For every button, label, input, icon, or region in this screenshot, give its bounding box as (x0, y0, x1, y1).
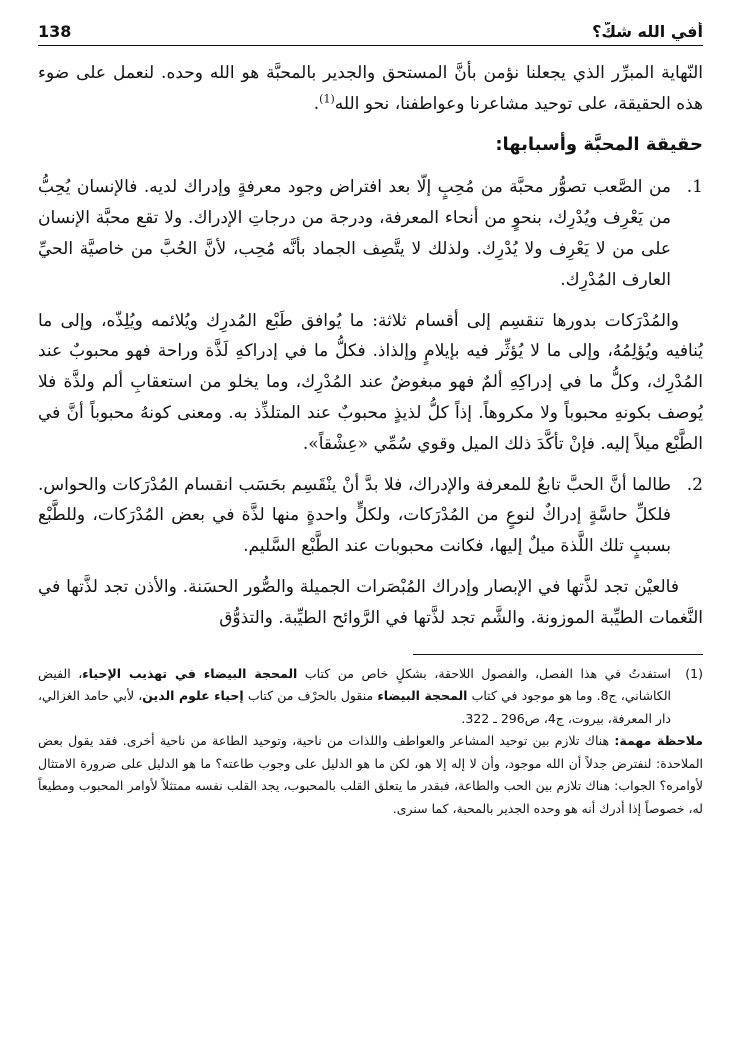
footnote-1 (38, 663, 703, 731)
footnotes (38, 663, 703, 821)
footnote-reference: (1) (319, 92, 335, 106)
intro-paragraph (38, 58, 703, 120)
intro-text: النّهاية المبرِّر الذي يجعلنا نؤمن بأنَّ المستحق والجدير بالمحبَّة هو الله وحده. لنعمل على ضوء هذه الحقيقة، على توحيد مشاعرنا وعواطفنا، نحو الله (38, 63, 703, 114)
footnote-segment: استفدتُ في هذا الفصل، والفصول اللاحقة، بشكلٍ خاص من كتاب (297, 665, 671, 681)
section-heading: حقيقة المحبَّة وأسبابها: (495, 133, 703, 155)
book-title: إحياء علوم الدين (142, 688, 244, 704)
footnote-text (38, 663, 671, 731)
important-note (38, 730, 703, 820)
note-text: هناك تلازم بين توحيد المشاعر والعواطف واللذات من ناحية، وتوحيد الطاعة من ناحية أخرى. فقد يقول بعض الملاحدة: لنفترض جدلاً أن الله موجود، وأن لا إله إلا هو، لكن ما هو الدليل على وجوب طاعته؟ ما هو الدليل على ضرورة الامتثال لأوامره؟ الجواب: هناك تلازم بين الحب والطاعة، فبقدر ما يتعلق القلب بالمحبوب، يجد القلب نفسه ممتثلاً لأوامر المحبوب ومطيعاً له، خصوصاً إذا أدرك أنه هو وحده الجدير بالمحبة، كما سنرى. (38, 733, 703, 816)
item-text: من الصَّعب تصوُّر محبَّة من مُحِبٍ إلّا بعد افتراض وجود معرفةٍ وإدراك لديه. فالإنسان يُحِبُّ من يَعْرِف ويُدْرِك، بنحوٍ من أنحاء المعرفة، ودرجة من درجاتِ الإدراك. ولا تقع محبَّة الإنسان على من لا يَعْرِف ولا يُدْرِك. ولذلك لا يتَّصِف الجماد بأنَّه مُحِب، لأنَّ الحُبَّ من خاصيَّة الحيِّ العارف المُدْرِك. (38, 177, 671, 290)
running-header (38, 22, 703, 46)
main-text (38, 58, 703, 634)
item-number: 1. (686, 177, 703, 198)
intro-end: . (313, 93, 320, 114)
item-number: 2. (686, 474, 703, 495)
book-title: المحجة البيضاء في تهذيب الإحياء (82, 665, 298, 681)
numbered-item-1 (38, 172, 703, 295)
footnote-segment: ، لأبي حامد الغزالي، دار المعرفة، بيروت، ج4، ص296 ـ 322. (38, 688, 671, 726)
body-paragraph: والمُدْرَكات بدورها تنقسِم إلى أقسام ثلاثة: ما يُوافق طَبْع المُدرِك ويُلائمه ويُلِذّه، وإلى ما يُنافيه ويُؤلِمُهُ، وإلى ما لا يُؤثِّر فيه بإيلامٍ وإلذاذ. فكلُّ ما في إدراكهِ لَذَّة وراحة فهو محبوبٌ عند المُدْرِك، وكلُّ ما في إدراكِهِ ألمٌ فهو مبغوضٌ عند المُدْرِك، وما يخلو من استعقابِ ألم ولذَّة فلا يُوصف بكونهِ محبوباً ولا مكروهاً. إذاً كلُّ لذيذٍ محبوبٌ عند المتلذِّذ به. ومعنى كونهُ محبوباً أنَّ في الطَّبْع ميلاً إليه. فإنْ تأكَّدَ ذلك الميل وقوي سُمِّي «عِشْقاً». (38, 310, 703, 454)
book-title: المحجة البيضاء (377, 688, 468, 704)
footnote-segment: منقول بالحرْف من كتاب (243, 688, 378, 704)
book-page (38, 22, 703, 1032)
footnote-segment: ، الفيض الكاشاني، ج8. وما هو موجود في كتاب (38, 665, 671, 704)
running-title: أفي الله شكٌّ؟ (592, 22, 703, 41)
footnote-number: (1) (685, 665, 703, 681)
numbered-item-2 (38, 470, 703, 562)
item-text: طالما أنَّ الحبَّ تابعٌ للمعرفة والإدراك، فلا بدَّ أنْ ينْقَسِم بحَسَب انقسام المُدْرَكات والحواس. فلكلِّ حاسَّةٍ إدراكٌ لنوعٍ من المُدْرَكات، ولكلٍّ واحدةٍ منها لذَّة في بعض المُدْرَكات، وللطَّبْع بسببٍ تلك اللَّذة ميلٌ إليها، فكانت محبوبات عند الطَّبْع السَّليم. (38, 474, 671, 557)
footnote-separator (413, 654, 703, 655)
body-paragraph: فالعيْن تجد لذَّتها في الإبصار وإدراك المُبْصَرات الجميلة والصُّور الحسَنة. والأذن تجد لذَّتها في النَّغمات الطيِّبة الموزونة. والشَّم تجد لذَّتها في الرَّوائح الطيِّبة. والتذوُّق (38, 576, 703, 628)
page-number: 138 (38, 22, 72, 41)
note-label: ملاحظة مهمة: (614, 733, 703, 749)
